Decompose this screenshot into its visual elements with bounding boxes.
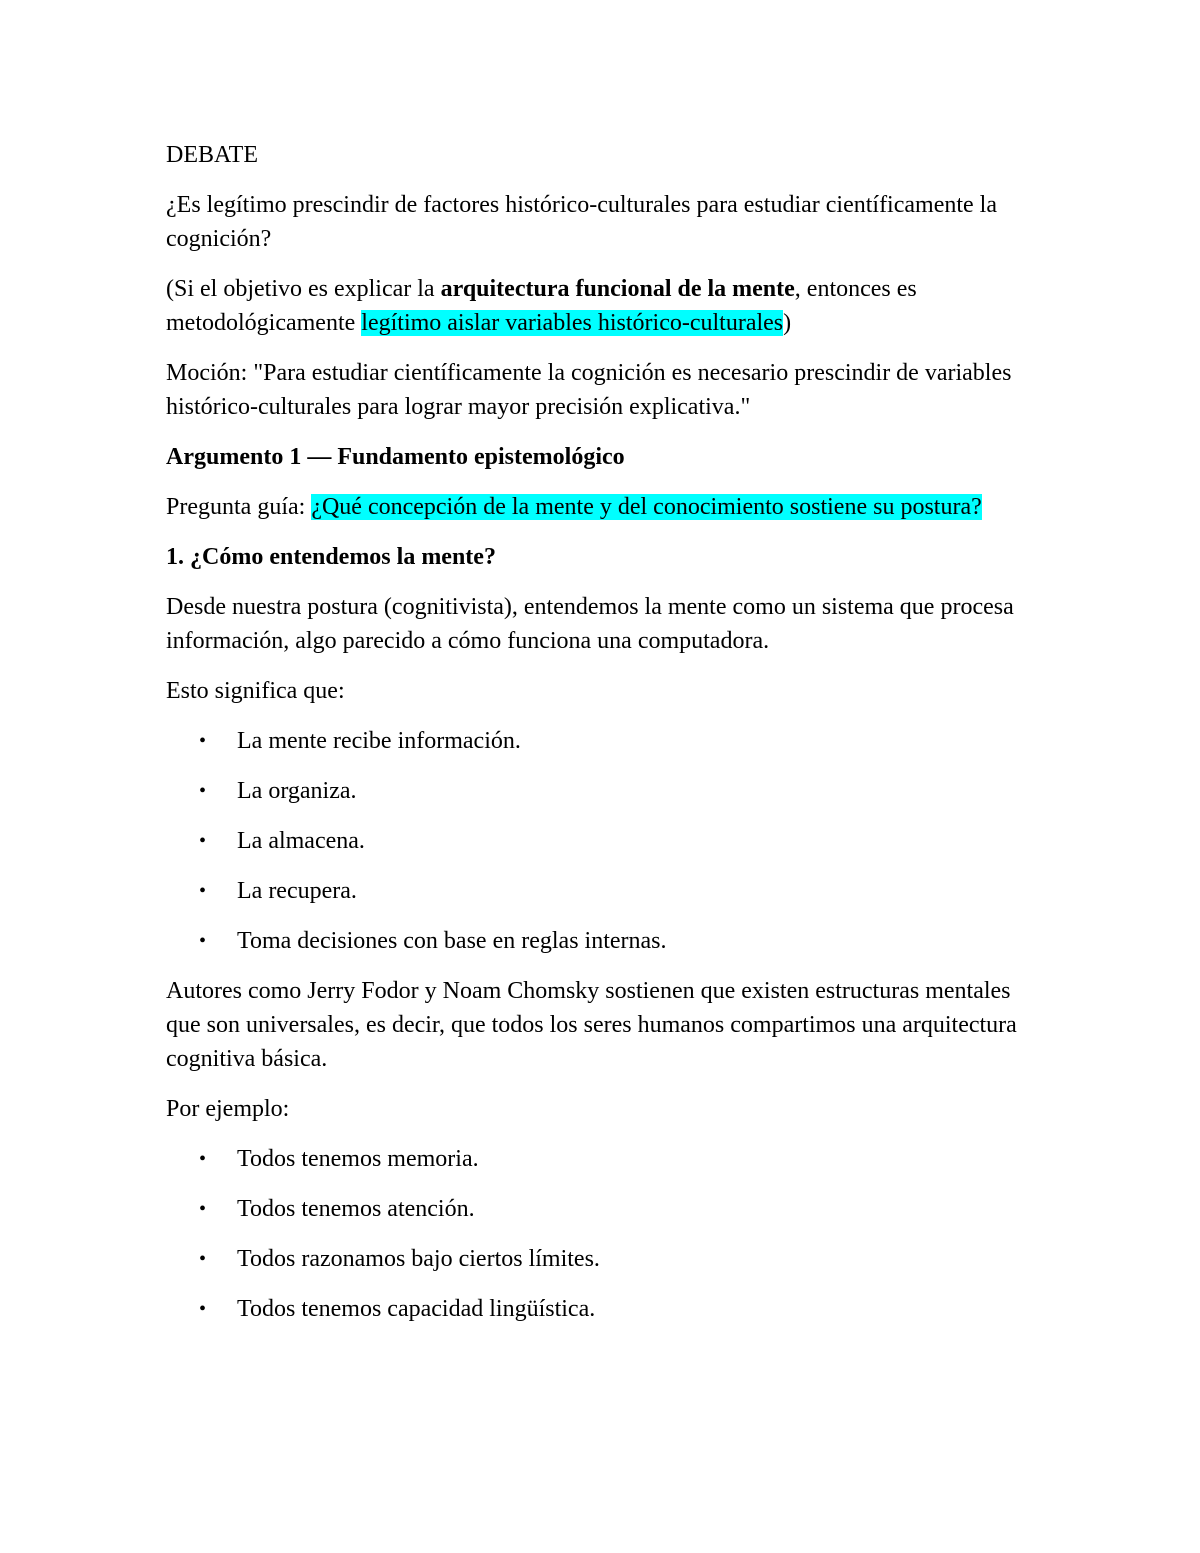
guide-question-paragraph: [166, 490, 1046, 524]
list-item: [166, 1242, 1046, 1276]
list-item: [166, 874, 1046, 908]
list-item-text: La mente recibe información.: [237, 728, 521, 754]
list-item: [166, 1292, 1046, 1326]
list-item-text: La recupera.: [237, 878, 357, 904]
bullet-icon: •: [199, 1148, 207, 1170]
premise-text-2: , entonces es metodológicamente: [166, 276, 917, 336]
list-item-text: Todos tenemos atención.: [237, 1196, 475, 1222]
list-item-text: La almacena.: [237, 828, 365, 854]
section-1-heading: 1. ¿Cómo entendemos la mente?: [166, 544, 496, 570]
premise-highlighted-text: legítimo aislar variables histórico-culturales: [361, 310, 784, 336]
authors-paragraph: Autores como Jerry Fodor y Noam Chomsky sostienen que existen estructuras mentales que son universales, es decir, que todos los seres humanos compartimos una arquitectura cognitiva básica.: [166, 978, 1017, 1072]
list-item: [166, 724, 1046, 758]
premise-text-1: (Si el objetivo es explicar la: [166, 276, 441, 302]
bullet-icon: •: [199, 930, 207, 952]
list-item: [166, 1142, 1046, 1176]
bullet-icon: •: [199, 780, 207, 802]
bullet-list-examples: [166, 1142, 1046, 1326]
bullet-icon: •: [199, 880, 207, 902]
list-item-text: Todos razonamos bajo ciertos límites.: [237, 1246, 600, 1272]
document-page: [166, 138, 1046, 1342]
motion-paragraph: Moción: "Para estudiar científicamente la cognición es necesario prescindir de variables histórico-culturales para lograr mayor precisión explicativa.": [166, 360, 1012, 420]
list-item: [166, 1192, 1046, 1226]
argument-heading: Argumento 1 — Fundamento epistemológico: [166, 444, 625, 470]
premise-bold-text: arquitectura funcional de la mente: [440, 276, 795, 302]
document-title: DEBATE: [166, 142, 258, 168]
list-item: [166, 774, 1046, 808]
bullet-icon: •: [199, 830, 207, 852]
bullet-list-mind-functions: [166, 724, 1046, 958]
premise-paragraph: [166, 272, 1046, 340]
list-item-text: Todos tenemos capacidad lingüística.: [237, 1296, 596, 1322]
list-item: [166, 924, 1046, 958]
list-2-intro: Por ejemplo:: [166, 1096, 290, 1122]
list-item-text: Toma decisiones con base en reglas internas.: [237, 928, 667, 954]
list-item-text: Todos tenemos memoria.: [237, 1146, 479, 1172]
debate-question: ¿Es legítimo prescindir de factores histórico-culturales para estudiar científicamente la cognición?: [166, 192, 997, 252]
section-1-paragraph: Desde nuestra postura (cognitivista), entendemos la mente como un sistema que procesa información, algo parecido a cómo funciona una computadora.: [166, 594, 1014, 654]
bullet-icon: •: [199, 730, 207, 752]
list-1-intro: Esto significa que:: [166, 678, 345, 704]
bullet-icon: •: [199, 1298, 207, 1320]
premise-text-3: ): [783, 310, 792, 336]
bullet-icon: •: [199, 1248, 207, 1270]
guide-question-highlight: ¿Qué concepción de la mente y del conocimiento sostiene su postura?: [311, 494, 982, 520]
list-item: [166, 824, 1046, 858]
list-item-text: La organiza.: [237, 778, 357, 804]
guide-question-label: Pregunta guía:: [166, 494, 312, 520]
bullet-icon: •: [199, 1198, 207, 1220]
